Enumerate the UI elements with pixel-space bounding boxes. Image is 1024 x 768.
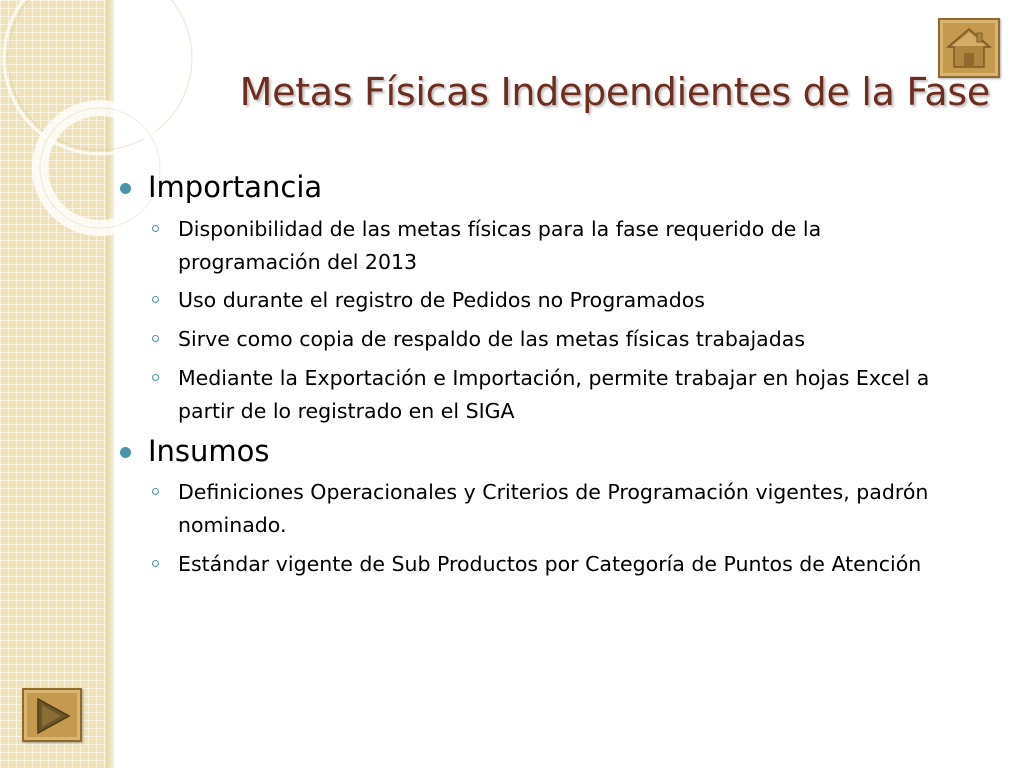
bullet-dot-icon	[120, 183, 131, 194]
list-item	[118, 362, 958, 428]
list-item-text: Mediante la Exportación e Importación, permite trabajar en hojas Excel a partir de lo registrado en el SIGA	[178, 365, 930, 423]
bullet-dot-icon	[120, 447, 131, 458]
list-item-text: Estándar vigente de Sub Productos por Categoría de Puntos de Atención	[178, 551, 922, 576]
circle-bullet-icon	[152, 560, 159, 567]
list-item-text: Disponibilidad de las metas físicas para la fase requerido de la programación del 2013	[178, 216, 822, 274]
circle-bullet-icon	[152, 488, 159, 495]
circle-bullet-icon	[152, 374, 159, 381]
bullet-heading-importancia	[118, 170, 958, 205]
home-icon	[946, 26, 992, 70]
next-slide-button[interactable]	[22, 688, 82, 742]
list-item	[118, 548, 958, 581]
list-item	[118, 213, 958, 279]
slide-title: Metas Físicas Independientes de la Fase	[239, 70, 990, 114]
heading-text: Insumos	[148, 433, 270, 468]
play-right-icon	[34, 697, 72, 735]
home-button[interactable]	[938, 18, 1000, 78]
slide-content	[118, 170, 958, 587]
list-item	[118, 476, 958, 542]
circle-bullet-icon	[152, 296, 159, 303]
list-item	[118, 323, 958, 356]
list-item-text: Uso durante el registro de Pedidos no Programados	[178, 288, 705, 313]
list-item-text: Definiciones Operacionales y Criterios de Programación vigentes, padrón nominado.	[178, 480, 929, 538]
bullet-heading-insumos	[118, 434, 958, 469]
list-item-text: Sirve como copia de respaldo de las metas físicas trabajadas	[178, 327, 806, 352]
heading-text: Importancia	[148, 170, 323, 204]
circle-bullet-icon	[152, 225, 159, 232]
circle-bullet-icon	[152, 335, 159, 342]
list-item	[118, 284, 958, 317]
